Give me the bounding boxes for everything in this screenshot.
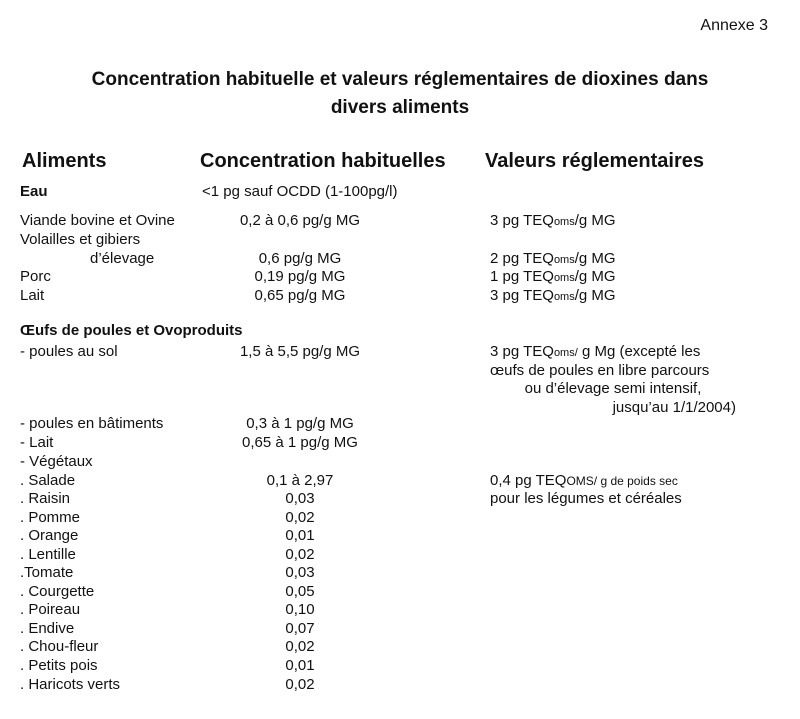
row-valeur: 3 pg TEQoms/ g Mg (excepté les <box>490 343 701 360</box>
row-pomme <box>0 508 800 527</box>
row-name: Œufs de poules et Ovoproduits <box>20 322 243 339</box>
row-concentration: 0,65 à 1 pg/g MG <box>242 434 358 451</box>
row-valeur: 3 pg TEQoms/g MG <box>490 212 616 229</box>
row-name: Lait <box>20 287 45 304</box>
row-name: .Tomate <box>20 564 74 581</box>
row-volailles <box>0 230 800 249</box>
row-eau <box>0 182 800 201</box>
row-endive <box>0 619 800 638</box>
row-name: Viande bovine et Ovine <box>20 212 175 229</box>
row-concentration: 0,1 à 2,97 <box>266 472 334 489</box>
row-sol-cont-1 <box>0 361 800 380</box>
row-name: - Lait <box>20 434 54 451</box>
row-concentration: 0,02 <box>285 546 315 563</box>
row-concentration: 0,6 pg/g MG <box>258 250 342 267</box>
row-haricots <box>0 675 800 694</box>
row-name: . Endive <box>20 620 75 637</box>
row-name: Porc <box>20 268 51 285</box>
row-valeur: œufs de poules en libre parcours <box>490 362 710 379</box>
row-concentration: 0,05 <box>285 583 315 600</box>
row-concentration: 0,01 <box>285 657 315 674</box>
row-name: . Chou-fleur <box>20 638 99 655</box>
row-name: . Pomme <box>20 509 81 526</box>
title-line-1: Concentration habituelle et valeurs réglementaires de dioxines dans <box>91 69 709 90</box>
row-concentration: 0,19 pg/g MG <box>254 268 346 285</box>
row-concentration: 0,02 <box>285 509 315 526</box>
row-name: Volailles et gibiers <box>20 231 141 248</box>
row-lait2 <box>0 433 800 452</box>
annex-label: Annexe 3 <box>700 17 768 34</box>
row-name: - poules au sol <box>20 343 118 360</box>
row-courgette <box>0 582 800 601</box>
row-valeur: 0,4 pg TEQOMS/ g de poids sec <box>490 472 678 489</box>
header-concentration: Concentration habituelles <box>200 150 446 172</box>
row-sol <box>0 342 800 361</box>
row-lait <box>0 286 800 305</box>
row-porc <box>0 267 800 286</box>
row-concentration: 0,01 <box>285 527 315 544</box>
row-concentration: 0,65 pg/g MG <box>254 287 346 304</box>
row-raisin <box>0 489 800 508</box>
row-name: . Courgette <box>20 583 95 600</box>
row-choufleur <box>0 637 800 656</box>
row-valeur: ou d’élevage semi intensif, <box>524 380 702 397</box>
row-concentration: 0,2 à 0,6 pg/g MG <box>239 212 361 229</box>
row-name: . Petits pois <box>20 657 98 674</box>
row-name: . Orange <box>20 527 79 544</box>
row-concentration: 1,5 à 5,5 pg/g MG <box>239 343 361 360</box>
row-name: . Poireau <box>20 601 81 618</box>
row-concentration: 0,07 <box>285 620 315 637</box>
header-aliments: Aliments <box>22 150 107 172</box>
row-valeur: 1 pg TEQoms/g MG <box>490 268 616 285</box>
row-orange <box>0 526 800 545</box>
row-concentration: 0,02 <box>285 676 315 693</box>
document-title <box>60 66 740 122</box>
row-name: - Végétaux <box>20 453 93 470</box>
row-valeur: jusqu’au 1/1/2004) <box>612 399 736 416</box>
row-sol-cont-2 <box>0 379 800 398</box>
row-name: d’élevage <box>90 250 155 267</box>
row-vegetaux <box>0 452 800 471</box>
row-tomate <box>0 563 800 582</box>
row-name: . Lentille <box>20 546 76 563</box>
header-valeurs: Valeurs réglementaires <box>485 150 705 172</box>
row-poireau <box>0 600 800 619</box>
row-name: . Salade <box>20 472 76 489</box>
row-name: . Raisin <box>20 490 71 507</box>
row-concentration: <1 pg sauf OCDD (1-100pg/l) <box>202 183 398 200</box>
row-concentration: 0,10 <box>285 601 315 618</box>
row-concentration: 0,02 <box>285 638 315 655</box>
row-valeur: pour les légumes et céréales <box>490 490 682 507</box>
row-salade <box>0 471 800 490</box>
row-petitspois <box>0 656 800 675</box>
row-viande <box>0 211 800 230</box>
row-valeur: 2 pg TEQoms/g MG <box>490 250 616 267</box>
row-batiments <box>0 414 800 433</box>
row-name: Eau <box>20 183 48 200</box>
row-name: . Haricots verts <box>20 676 121 693</box>
row-oeufs <box>0 321 800 340</box>
row-name: - poules en bâtiments <box>20 415 164 432</box>
row-concentration: 0,03 <box>285 490 315 507</box>
row-valeur: 3 pg TEQoms/g MG <box>490 287 616 304</box>
row-concentration: 0,03 <box>285 564 315 581</box>
row-lentille <box>0 545 800 564</box>
row-concentration: 0,3 à 1 pg/g MG <box>246 415 354 432</box>
row-elevage <box>0 249 800 268</box>
title-line-2: divers aliments <box>330 97 470 118</box>
